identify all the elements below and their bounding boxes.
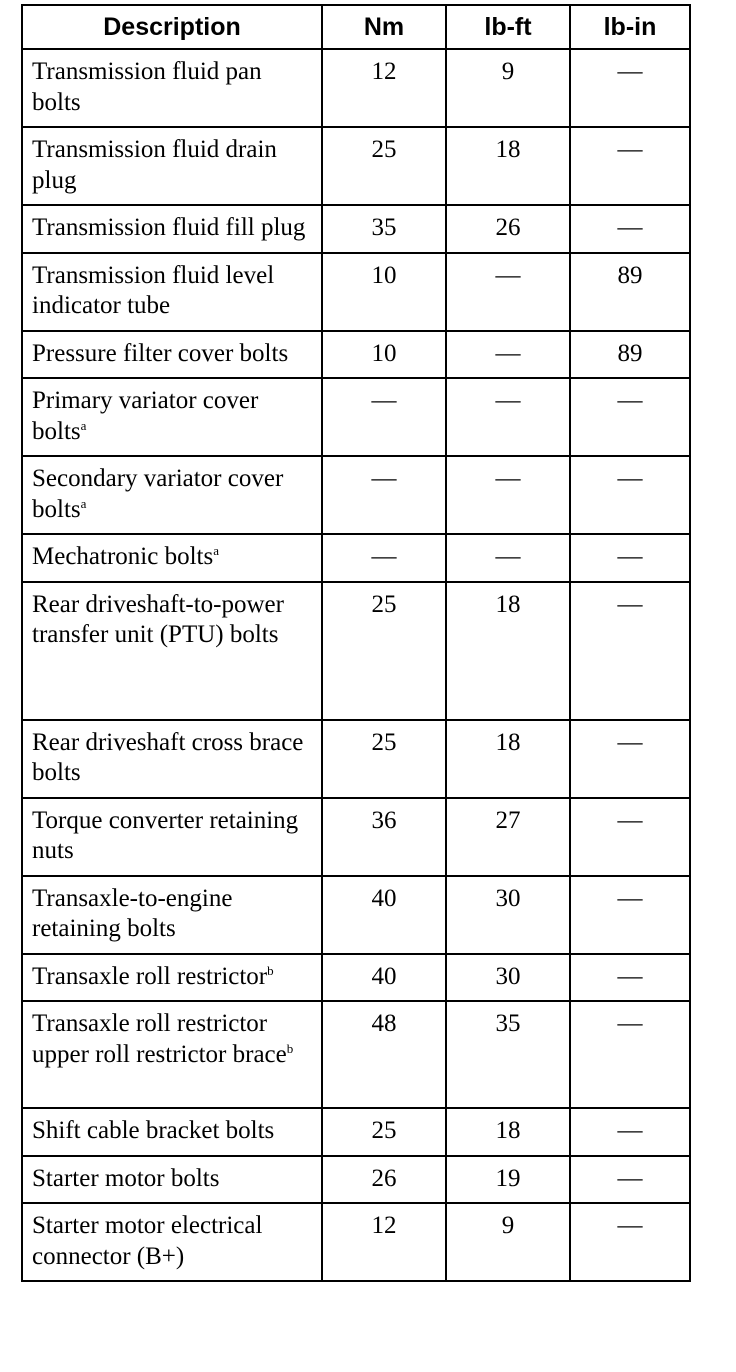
cell-lbft: 18 xyxy=(446,1108,570,1156)
description-text: Transaxle roll restrictor upper roll restrictor brace xyxy=(32,1010,287,1068)
cell-lbin: — xyxy=(570,876,690,954)
cell-nm: 40 xyxy=(322,876,446,954)
cell-description xyxy=(22,378,322,456)
cell-description xyxy=(22,1156,322,1204)
description-text: Transmission fluid drain plug xyxy=(32,136,277,194)
cell-nm: — xyxy=(322,378,446,456)
cell-lbft: 35 xyxy=(446,1001,570,1108)
cell-nm: 25 xyxy=(322,582,446,720)
description-text: Starter motor electrical connector (B+) xyxy=(32,1212,263,1270)
description-text: Torque converter retaining nuts xyxy=(32,806,299,864)
description-text: Primary variator cover bolts xyxy=(32,387,259,445)
cell-lbin: — xyxy=(570,534,690,582)
footnote-marker: a xyxy=(80,417,87,433)
cell-description xyxy=(22,253,322,331)
cell-lbin: — xyxy=(570,1156,690,1204)
description-text: Pressure filter cover bolts xyxy=(32,339,289,367)
cell-lbin: — xyxy=(570,720,690,798)
cell-lbin: — xyxy=(570,49,690,127)
cell-lbft: 26 xyxy=(446,205,570,253)
cell-nm: 36 xyxy=(322,798,446,876)
cell-description xyxy=(22,49,322,127)
footnote-marker: b xyxy=(286,1040,294,1056)
table-row xyxy=(22,1203,690,1281)
cell-lbin: — xyxy=(570,456,690,534)
table-header xyxy=(22,5,690,49)
description-text: Rear driveshaft-to-power transfer unit (PTU) bolts xyxy=(32,590,284,648)
cell-lbin: — xyxy=(570,1001,690,1108)
cell-lbft: — xyxy=(446,534,570,582)
cell-lbin: — xyxy=(570,798,690,876)
header-description: Description xyxy=(22,5,322,49)
cell-lbin: 89 xyxy=(570,253,690,331)
description-text: Shift cable bracket bolts xyxy=(32,1117,275,1144)
cell-nm: — xyxy=(322,456,446,534)
cell-nm: 25 xyxy=(322,720,446,798)
cell-nm: 12 xyxy=(322,1203,446,1281)
torque-spec-table xyxy=(21,4,691,1282)
cell-nm: 35 xyxy=(322,205,446,253)
cell-lbin: — xyxy=(570,1108,690,1156)
cell-description xyxy=(22,1108,322,1156)
cell-description xyxy=(22,205,322,253)
table-row xyxy=(22,876,690,954)
cell-nm: 12 xyxy=(322,49,446,127)
description-text: Transmission fluid pan bolts xyxy=(32,58,262,116)
table-row xyxy=(22,378,690,456)
header-nm: Nm xyxy=(322,5,446,49)
cell-lbft: 19 xyxy=(446,1156,570,1204)
table-row xyxy=(22,331,690,379)
description-text: Rear driveshaft cross brace bolts xyxy=(32,728,304,786)
footnote-marker: a xyxy=(80,495,87,511)
cell-lbin: 89 xyxy=(570,331,690,379)
table-body xyxy=(22,49,690,1281)
header-row xyxy=(22,5,690,49)
cell-nm: 26 xyxy=(322,1156,446,1204)
cell-description xyxy=(22,1001,322,1108)
table-row xyxy=(22,798,690,876)
cell-lbft: — xyxy=(446,456,570,534)
cell-lbft: 27 xyxy=(446,798,570,876)
header-lbft: lb-ft xyxy=(446,5,570,49)
table-row xyxy=(22,49,690,127)
description-text: Transmission fluid level indicator tube xyxy=(32,261,275,319)
table-row xyxy=(22,954,690,1002)
table-row xyxy=(22,253,690,331)
cell-nm: 10 xyxy=(322,331,446,379)
cell-lbft: 9 xyxy=(446,49,570,127)
cell-nm: 10 xyxy=(322,253,446,331)
cell-nm: 25 xyxy=(322,127,446,205)
cell-nm: 48 xyxy=(322,1001,446,1108)
cell-description xyxy=(22,798,322,876)
table-row xyxy=(22,1108,690,1156)
cell-description xyxy=(22,954,322,1002)
description-text: Secondary variator cover bolts xyxy=(32,465,284,523)
cell-lbft: 30 xyxy=(446,954,570,1002)
cell-description xyxy=(22,331,322,379)
cell-lbft: — xyxy=(446,378,570,456)
cell-description xyxy=(22,876,322,954)
cell-lbft: 9 xyxy=(446,1203,570,1281)
cell-nm: 40 xyxy=(322,954,446,1002)
description-text: Transaxle roll restrictor xyxy=(32,962,268,990)
cell-lbft: — xyxy=(446,331,570,379)
table-row xyxy=(22,1156,690,1204)
cell-lbft: 18 xyxy=(446,720,570,798)
cell-lbin: — xyxy=(570,205,690,253)
cell-lbft: 18 xyxy=(446,582,570,720)
cell-lbin: — xyxy=(570,582,690,720)
table-row xyxy=(22,720,690,798)
footnote-marker: a xyxy=(213,543,219,558)
cell-lbft: 18 xyxy=(446,127,570,205)
cell-lbin: — xyxy=(570,378,690,456)
table-row xyxy=(22,127,690,205)
cell-description xyxy=(22,582,322,720)
cell-lbin: — xyxy=(570,127,690,205)
table-row xyxy=(22,534,690,582)
cell-description xyxy=(22,127,322,205)
cell-nm: — xyxy=(322,534,446,582)
cell-lbin: — xyxy=(570,1203,690,1281)
table-row xyxy=(22,1001,690,1108)
cell-nm: 25 xyxy=(322,1108,446,1156)
description-text: Transaxle-to-engine retaining bolts xyxy=(32,884,233,942)
cell-description xyxy=(22,456,322,534)
header-lbin: lb-in xyxy=(570,5,690,49)
cell-description xyxy=(22,720,322,798)
table-row xyxy=(22,205,690,253)
cell-description xyxy=(22,534,322,582)
table-row xyxy=(22,456,690,534)
cell-lbft: — xyxy=(446,253,570,331)
description-text: Mechatronic bolts xyxy=(32,543,214,570)
table-row xyxy=(22,582,690,720)
description-text: Transmission fluid fill plug xyxy=(32,214,306,241)
footnote-marker: b xyxy=(267,962,274,978)
description-text: Starter motor bolts xyxy=(32,1164,220,1192)
cell-description xyxy=(22,1203,322,1281)
cell-lbin: — xyxy=(570,954,690,1002)
cell-lbft: 30 xyxy=(446,876,570,954)
